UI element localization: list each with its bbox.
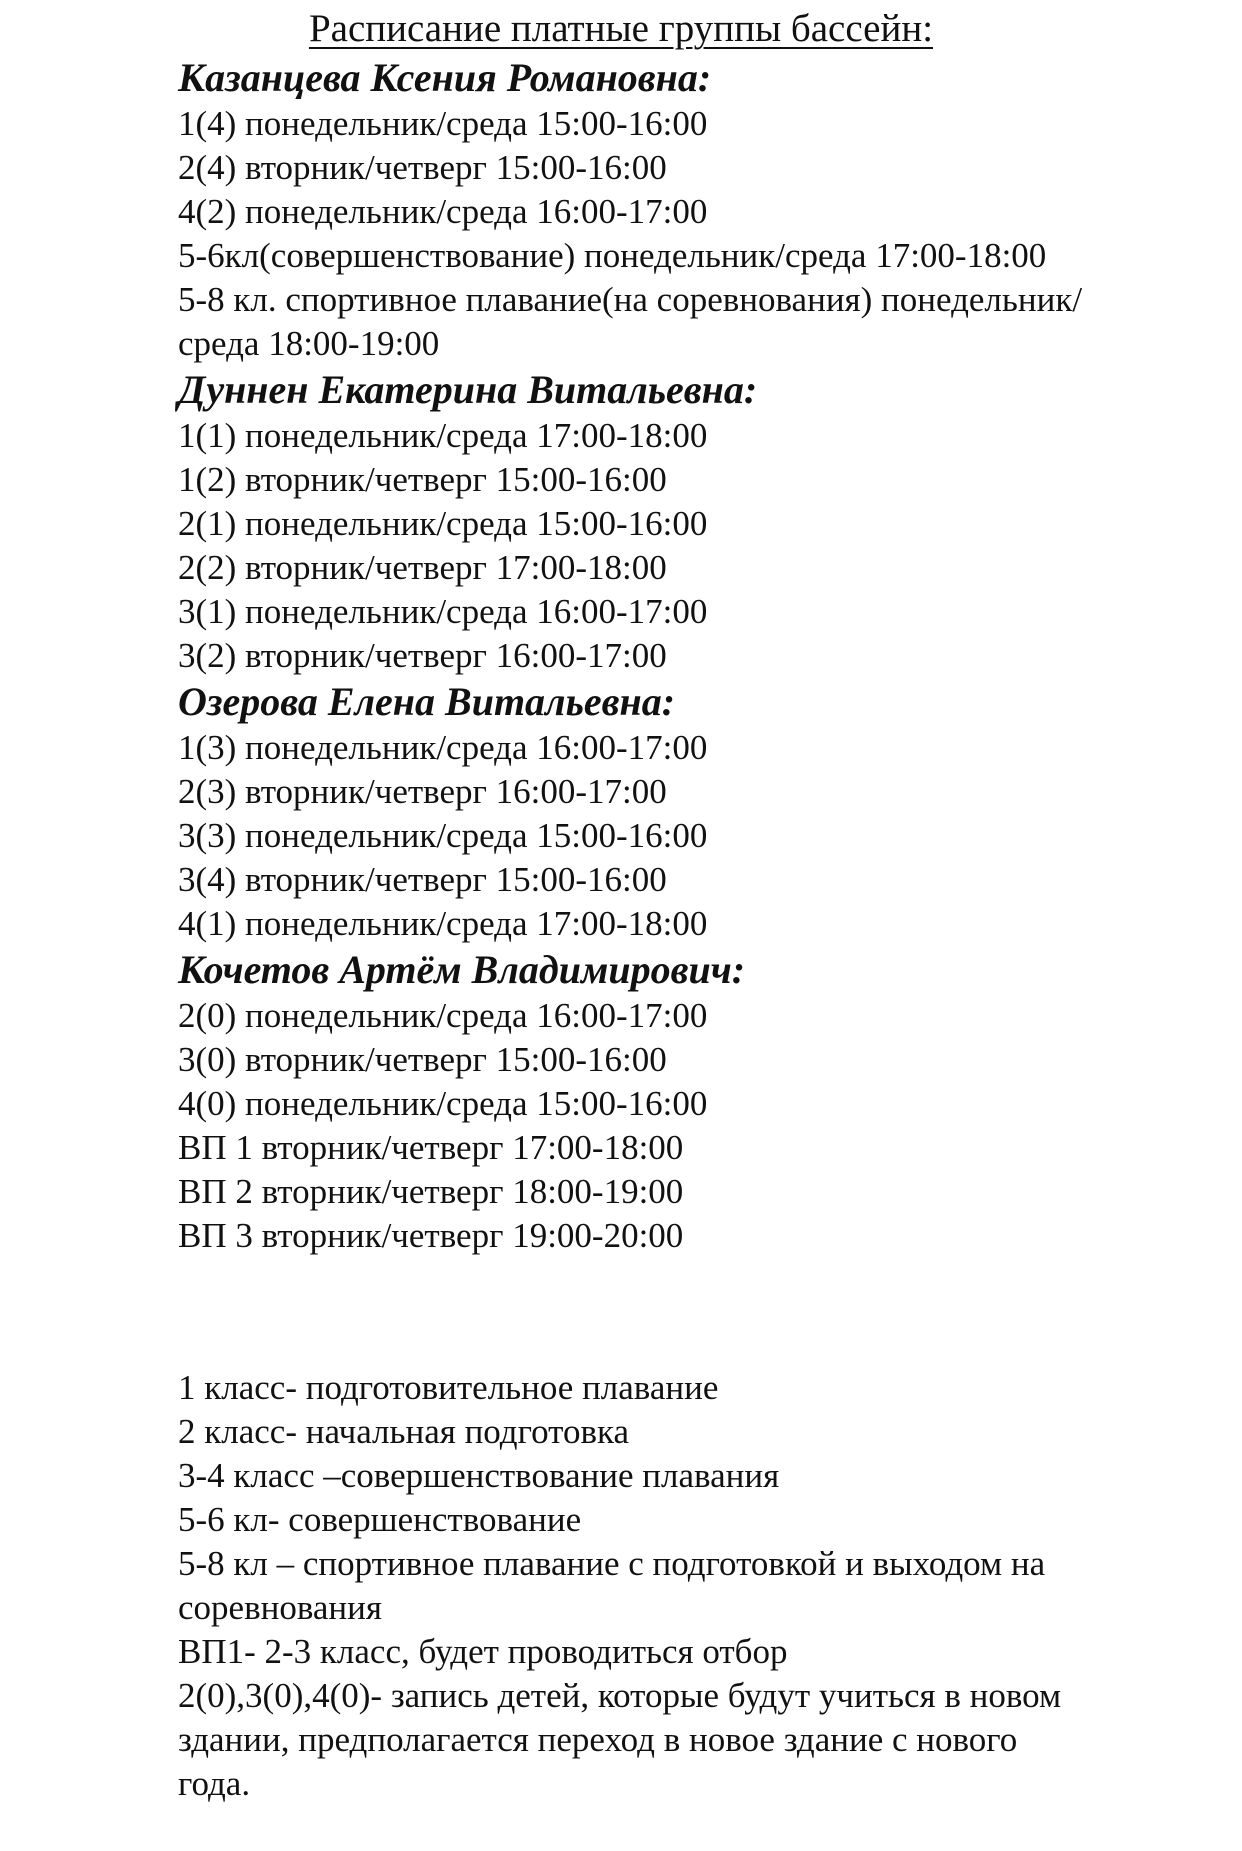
legend-line: 1 класс- подготовительное плавание <box>178 1368 719 1407</box>
section-spacer <box>178 1258 1178 1366</box>
teacher-section <box>178 678 1178 946</box>
teacher-section <box>178 54 1178 366</box>
group-line: 5-6кл(совершенствование) понедельник/среда 17:00-18:00 <box>178 236 1047 275</box>
teacher-name: Дуннен Екатерина Витальевна: <box>178 367 758 412</box>
legend-line: года. <box>178 1764 251 1803</box>
legend-line: 5-8 кл – спортивное плавание с подготовкой и выходом на <box>178 1544 1046 1583</box>
schedule-content <box>178 54 1178 1806</box>
teacher-section <box>178 946 1178 1258</box>
group-line: 3(4) вторник/четверг 15:00-16:00 <box>178 860 667 899</box>
legend-line: 2 класс- начальная подготовка <box>178 1412 630 1451</box>
teacher-name: Казанцева Ксения Романовна: <box>178 55 712 100</box>
group-line: 2(4) вторник/четверг 15:00-16:00 <box>178 148 667 187</box>
group-line: 2(0) понедельник/среда 16:00-17:00 <box>178 996 708 1035</box>
group-line: 3(3) понедельник/среда 15:00-16:00 <box>178 816 708 855</box>
page-title <box>0 6 1242 52</box>
group-line: 1(4) понедельник/среда 15:00-16:00 <box>178 104 708 143</box>
group-line: среда 18:00-19:00 <box>178 324 440 363</box>
group-line: 4(2) понедельник/среда 16:00-17:00 <box>178 192 708 231</box>
group-line: 3(0) вторник/четверг 15:00-16:00 <box>178 1040 667 1079</box>
group-line: 4(1) понедельник/среда 17:00-18:00 <box>178 904 708 943</box>
group-line: 1(3) понедельник/среда 16:00-17:00 <box>178 728 708 767</box>
teacher-section <box>178 366 1178 678</box>
group-line: ВП 3 вторник/четверг 19:00-20:00 <box>178 1216 684 1255</box>
legend-line: 2(0),3(0),4(0)- запись детей, которые будут учиться в новом <box>178 1676 1062 1715</box>
legend-line: соревнования <box>178 1588 382 1627</box>
legend-line: здании, предполагается переход в новое здание с нового <box>178 1720 1018 1759</box>
group-line: 1(1) понедельник/среда 17:00-18:00 <box>178 416 708 455</box>
group-line: 2(2) вторник/четверг 17:00-18:00 <box>178 548 667 587</box>
group-line: 3(2) вторник/четверг 16:00-17:00 <box>178 636 667 675</box>
group-line: 5-8 кл. спортивное плавание(на соревнования) понедельник/ <box>178 280 1083 319</box>
group-line: 4(0) понедельник/среда 15:00-16:00 <box>178 1084 708 1123</box>
group-line: ВП 1 вторник/четверг 17:00-18:00 <box>178 1128 684 1167</box>
teacher-name: Кочетов Артём Владимирович: <box>178 947 746 992</box>
group-line: 2(3) вторник/четверг 16:00-17:00 <box>178 772 667 811</box>
teacher-name: Озерова Елена Витальевна: <box>178 679 676 724</box>
group-line: 2(1) понедельник/среда 15:00-16:00 <box>178 504 708 543</box>
group-line: 3(1) понедельник/среда 16:00-17:00 <box>178 592 708 631</box>
legend-line: ВП1- 2-3 класс, будет проводиться отбор <box>178 1632 788 1671</box>
legend-section <box>178 1366 1178 1806</box>
legend-line: 5-6 кл- совершенствование <box>178 1500 582 1539</box>
legend-line: 3-4 класс –совершенствование плавания <box>178 1456 780 1495</box>
page-title-text: Расписание платные группы бассейн: <box>308 7 934 50</box>
group-line: ВП 2 вторник/четверг 18:00-19:00 <box>178 1172 684 1211</box>
group-line: 1(2) вторник/четверг 15:00-16:00 <box>178 460 667 499</box>
